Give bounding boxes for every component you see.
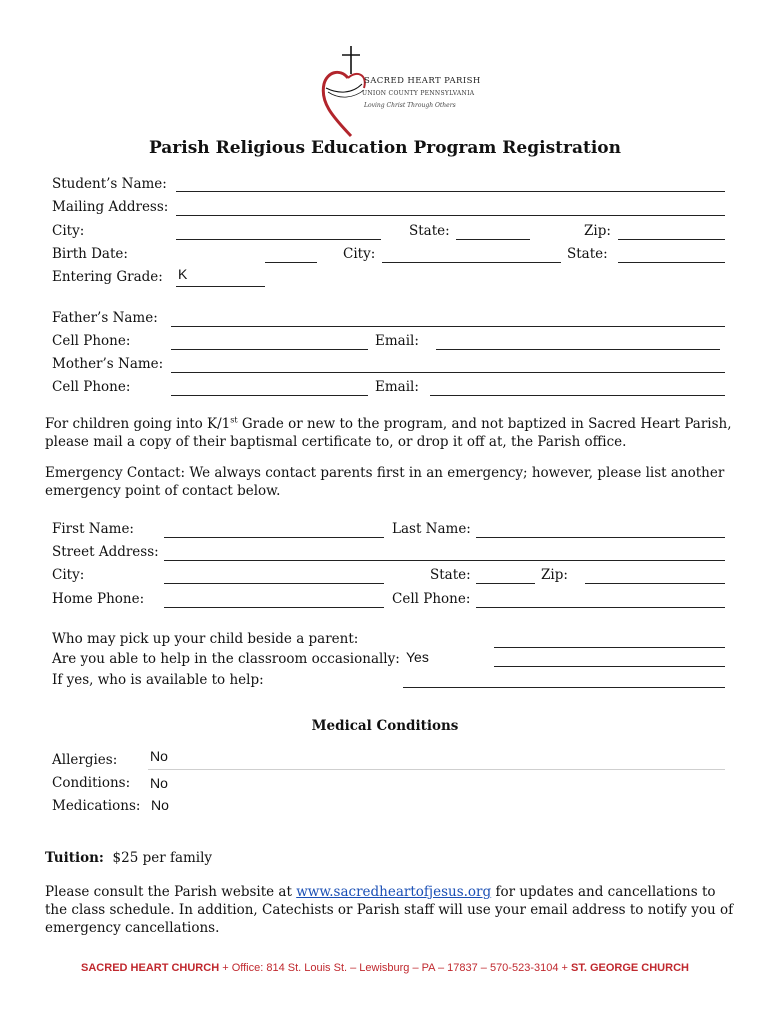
mother-email-label: Email: <box>375 379 419 395</box>
emergency-city-label: City: <box>52 567 85 583</box>
emergency-first-name-field[interactable] <box>164 537 384 538</box>
student-zip-label: Zip: <box>584 223 611 239</box>
emergency-street-label: Street Address: <box>52 544 159 560</box>
birth-state-field[interactable] <box>618 262 725 263</box>
birth-date-label: Birth Date: <box>52 246 128 262</box>
emergency-home-phone-field[interactable] <box>164 607 384 608</box>
emergency-state-field[interactable] <box>476 583 535 584</box>
parish-website-link[interactable]: www.sacredheartofjesus.org <box>296 884 492 900</box>
medical-heading: Medical Conditions <box>311 718 459 734</box>
emergency-state-label: State: <box>430 567 471 583</box>
student-state-label: State: <box>409 223 450 239</box>
mother-email-field[interactable] <box>430 395 725 396</box>
help-classroom-value[interactable]: Yes <box>406 649 429 665</box>
birth-state-label: State: <box>567 246 608 262</box>
parish-logo <box>318 44 481 140</box>
logo-tagline: Loving Christ Through Others <box>364 102 456 109</box>
father-email-field[interactable] <box>436 349 720 350</box>
emergency-cell-phone-label: Cell Phone: <box>392 591 471 607</box>
mailing-address-field[interactable] <box>176 215 725 216</box>
baptism-note: For children going into K/1st Grade or new to the program, and not baptized in Sacred Heart Parish, please mail a copy of their baptismal certificate to, or drop it off at, the Parish office. <box>45 415 732 450</box>
conditions-label: Conditions: <box>52 775 131 791</box>
logo-location: UNION COUNTY PENNSYLVANIA <box>362 90 475 97</box>
allergies-value[interactable]: No <box>150 748 168 764</box>
father-name-label: Father’s Name: <box>52 310 158 326</box>
entering-grade-field[interactable] <box>176 286 265 287</box>
tuition-line <box>45 850 212 866</box>
birth-date-field[interactable] <box>265 262 317 263</box>
footer-church-b: ST. GEORGE CHURCH <box>571 962 689 974</box>
emergency-street-field[interactable] <box>164 560 725 561</box>
mother-name-field[interactable] <box>171 372 725 373</box>
who-helps-field[interactable] <box>403 687 725 688</box>
student-city-field[interactable] <box>176 239 381 240</box>
logo-parish-name: SACRED HEART PARISH <box>364 76 481 86</box>
page-title: Parish Religious Education Program Registration <box>148 138 622 158</box>
birth-city-field[interactable] <box>382 262 561 263</box>
pickup-label: Who may pick up your child beside a parent: <box>52 631 359 647</box>
footer-church-a: SACRED HEART CHURCH <box>81 962 220 974</box>
father-name-field[interactable] <box>171 326 725 327</box>
footer-office: + Office: 814 St. Louis St. – Lewisburg – PA – 17837 – 570-523-3104 + <box>219 962 571 974</box>
help-classroom-field[interactable] <box>494 666 725 667</box>
medications-label: Medications: <box>52 798 141 814</box>
emergency-note: Emergency Contact: We always contact parents first in an emergency; however, please list another emergency point of contact below. <box>45 465 725 499</box>
mother-name-label: Mother’s Name: <box>52 356 164 372</box>
father-cell-field[interactable] <box>171 349 368 350</box>
emergency-first-name-label: First Name: <box>52 521 134 537</box>
emergency-last-name-field[interactable] <box>476 537 725 538</box>
emergency-zip-field[interactable] <box>585 583 725 584</box>
tuition-label: Tuition: <box>45 850 104 866</box>
birth-city-label: City: <box>343 246 376 262</box>
emergency-cell-phone-field[interactable] <box>476 607 725 608</box>
student-state-field[interactable] <box>456 239 530 240</box>
allergies-field[interactable] <box>148 769 725 770</box>
student-zip-field[interactable] <box>618 239 725 240</box>
father-cell-label: Cell Phone: <box>52 333 131 349</box>
allergies-label: Allergies: <box>52 752 118 768</box>
website-note: Please consult the Parish website at www.sacredheartofjesus.org for updates and cancellations to the class schedule. In addition, Catechists or Parish staff will use your email address to notify you of emergency cancellations. <box>45 884 734 936</box>
emergency-zip-label: Zip: <box>541 567 568 583</box>
emergency-home-phone-label: Home Phone: <box>52 591 145 607</box>
footer <box>0 962 770 974</box>
student-city-label: City: <box>52 223 85 239</box>
entering-grade-value[interactable]: K <box>178 266 188 282</box>
help-classroom-label: Are you able to help in the classroom occasionally: <box>52 651 400 667</box>
tuition-value: $25 per family <box>112 850 213 866</box>
mother-cell-field[interactable] <box>171 395 368 396</box>
father-email-label: Email: <box>375 333 419 349</box>
mother-cell-label: Cell Phone: <box>52 379 131 395</box>
pickup-field[interactable] <box>494 647 725 648</box>
medications-value[interactable]: No <box>151 797 169 813</box>
emergency-last-name-label: Last Name: <box>392 521 471 537</box>
entering-grade-label: Entering Grade: <box>52 269 163 285</box>
student-name-label: Student’s Name: <box>52 176 167 192</box>
who-helps-label: If yes, who is available to help: <box>52 672 264 688</box>
mailing-address-label: Mailing Address: <box>52 199 169 215</box>
conditions-value[interactable]: No <box>150 775 168 791</box>
student-name-field[interactable] <box>176 191 725 192</box>
emergency-city-field[interactable] <box>164 583 384 584</box>
